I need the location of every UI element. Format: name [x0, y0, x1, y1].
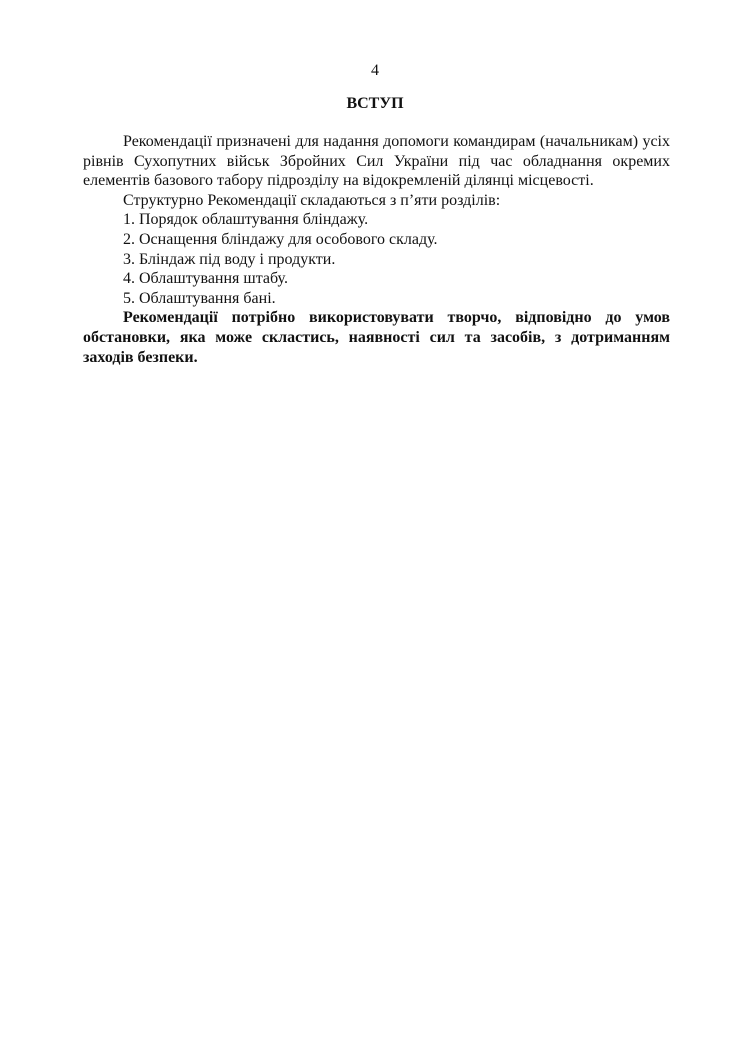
- section-list-item: 3. Бліндаж під воду і продукти.: [123, 250, 336, 268]
- page-number: 4: [371, 62, 379, 79]
- closing-paragraph: Рекомендації потрібно використовувати творчо, відповідно до умов обстановки, яка може скластись, наявності сил та засобів, з дотриманням заходів безпеки.: [83, 309, 670, 366]
- section-list-item: 2. Оснащення бліндажу для особового складу.: [123, 230, 438, 248]
- intro-paragraph: Рекомендації призначені для надання допомоги командирам (начальникам) усіх рівнів Сухопутних військ Збройних Сил України під час обладнання окремих елементів базового табору підрозділу на відокремленій ділянці місцевості.: [83, 133, 670, 190]
- body-text: [83, 132, 670, 367]
- section-list-item: 4. Облаштування штабу.: [123, 270, 288, 288]
- section-heading: ВСТУП: [346, 95, 404, 112]
- section-list-item: 1. Порядок облаштування бліндажу.: [123, 211, 369, 229]
- structure-line: Структурно Рекомендації складаються з п’яти розділів:: [123, 191, 501, 209]
- section-list-item: 5. Облаштування бані.: [123, 289, 276, 307]
